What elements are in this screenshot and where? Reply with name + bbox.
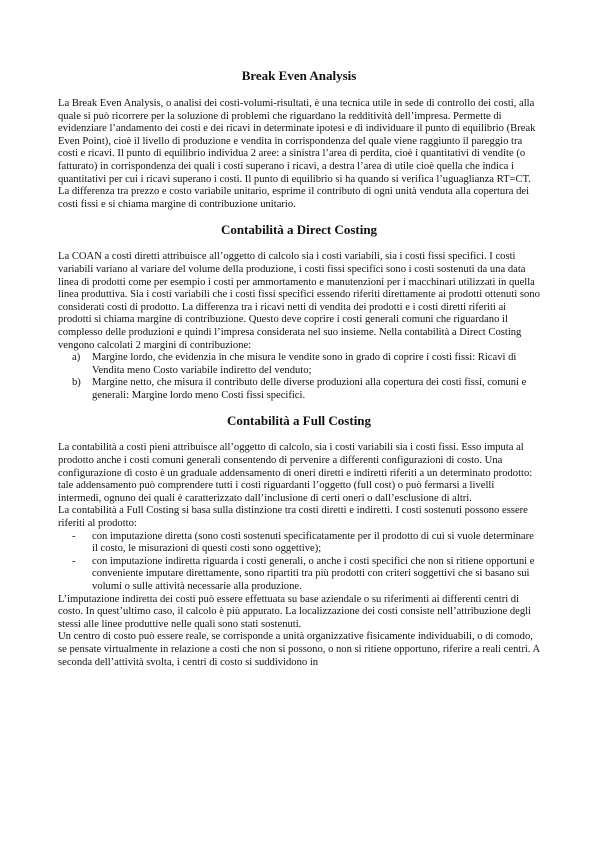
full-costing-heading: Contabilità a Full Costing	[226, 413, 372, 429]
list-marker: b)	[72, 377, 81, 389]
list-item	[58, 377, 540, 402]
full-costing-paragraph-3: L’imputazione indiretta dei costi può essere effettuata su base aziendale o su riferimenti ai differenti centri di costo. In quest’ultimo caso, il calcolo è più appurato. La localizzazione dei costi consiste nell’attribuzione degli stessi alle linee produttive nelle quali sono stati sostenuti.	[58, 593, 532, 630]
list-item	[58, 556, 540, 594]
list-marker: -	[72, 530, 76, 542]
break-even-paragraph-2: La differenza tra prezzo e costo variabile unitario, esprime il contributo di ogni unità venduta alla copertura dei costi fissi e si chiama margine di contribuzione unitario.	[58, 186, 530, 210]
break-even-paragraph-1: La Break Even Analysis, o analisi dei costi-volumi-risultati, è una tecnica utile in sede di controllo dei costi, alla quale si può ricorrere per la soluzione di problemi che riguardano la redditività dell’impresa. Permette di evidenziare l’andamento dei costi e dei ricavi in determinate ipotesi e di individuare il punto di equilibrio (Break Even Point), cioè il livello di produzione e vendita in corrispondenza del quale viene raggiunto il pareggio tra costi e ricavi. Il punto di equilibrio individua 2 aree: a sinistra l’area di perdita, cioè i quantitativi di vendite (o fatturato) in corrispondenza dei quali i costi superano i ricavi, a destra l’area di utile cioè quella che indica i quantitativi per cui i ricavi superano i costi. Il punto di equilibrio si ha quando si verifica l’uguaglianza RT=CT.	[58, 98, 536, 185]
full-costing-paragraph-2: La contabilità a Full Costing si basa sulla distinzione tra costi diretti e indiretti. I costi sostenuti possono essere riferiti al prodotto:	[58, 505, 528, 530]
list-item-text: Margine lordo, che evidenzia in che misura le vendite sono in grado di coprire i costi fissi: Ricavi di Vendita meno Costo variabile indiretto del venduto;	[92, 352, 517, 376]
full-costing-paragraph-4: Un centro di costo può essere reale, se corrisponde a unità organizzative fisicamente individuabili, o di comodo, se pensate virtualmente in relazione a costi che non si possono, o non si ritiene opportuno, riferire a reali centri. A seconda dell’attività svolta, i centri di costo si suddividono in	[58, 631, 540, 668]
list-item	[58, 352, 540, 377]
direct-costing-heading: Contabilità a Direct Costing	[220, 222, 378, 238]
list-item-text: con imputazione indiretta riguarda i costi generali, o anche i costi specifici che non si ritiene opportuni e conveniente imputare direttamente, sono ripartiti tra più prodotti con criteri soggettivi che si basano sui volumi o sulle attività necessarie alla produzione.	[92, 555, 535, 592]
list-marker: a)	[72, 352, 81, 364]
contribution-margin-list	[58, 352, 540, 402]
list-item-text: con imputazione diretta (sono costi sostenuti specificatamente per il prodotto di cui si vuole determinare il costo, le misurazioni di questi costi sono oggettive);	[92, 530, 534, 555]
direct-costing-paragraph: La COAN a costi diretti attribuisce all’oggetto di calcolo sia i costi variabili, sia i costi fissi specifici. I costi variabili variano al variare del volume della produzione, i costi fissi specifici sono i costi sostenuti da una data linea di prodotti come per esempio i costi per ammortamento e manutenzioni per i macchinari utilizzati in quella linea produttiva. Sia i costi variabili che i costi fissi specifici essendo riferiti direttamente ai prodotti ottenuti sono considerati costi di prodotto. La differenza tra i ricavi netti di vendita dei prodotti e i costi diretti riferiti ai prodotti si chiama margine di contribuzione. Questo deve coprire i costi generali comuni che riguardano il complesso delle produzioni e quindi l’impresa considerata nel suo insieme. Nella contabilità a Direct Costing vengono calcolati 2 margini di contribuzione:	[58, 251, 540, 351]
list-marker: -	[72, 555, 76, 567]
imputation-list	[58, 531, 540, 594]
list-item-text: Margine netto, che misura il contributo delle diverse produzioni alla copertura dei costi fissi, comuni e generali: Margine lordo meno Costi fissi specifici.	[92, 377, 527, 401]
full-costing-paragraph-1: La contabilità a costi pieni attribuisce all’oggetto di calcolo, sia i costi variabili sia i costi fissi. Esso imputa al prodotto anche i costi comuni generali consentendo di pervenire a differenti configurazioni di costo. Una configurazione di costo è un graduale addensamento di oneri diretti e indiretti riferiti a un determinato prodotto: tale addensamento può comprendere tutti i costi riguardanti l’oggetto (full cost) o può fermarsi a livelli intermedi, ognuno dei quali è caratterizzato dall’inclusione di certi oneri o dall’esclusione di altri.	[58, 442, 533, 504]
list-item	[58, 531, 540, 556]
document-page	[58, 68, 540, 669]
document-title: Break Even Analysis	[241, 68, 357, 83]
